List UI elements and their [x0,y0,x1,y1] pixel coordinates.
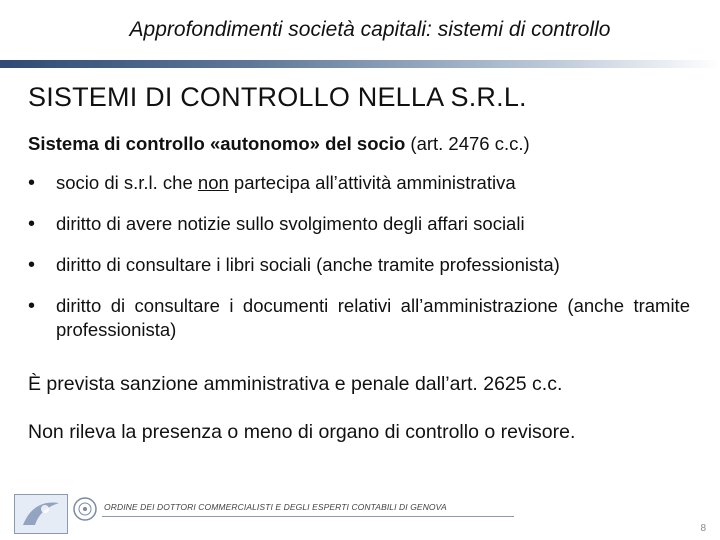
footer [14,494,514,534]
bullet1-post: partecipa all’attività amministrativa [228,172,516,193]
bullet-item: • diritto di consultare i libri sociali (anche tramite professionista) [28,253,690,277]
slide-header-title: Approfondimenti società capitali: sistemi di controllo [129,18,611,41]
slide-heading: SISTEMI DI CONTROLLO NELLA S.R.L. [28,82,527,112]
bullet-item: • diritto di consultare i documenti relativi all’amministrazione (anche tramite professionista) [28,294,690,342]
page-number: 8 [700,523,706,534]
paragraph-control-body: Non rileva la presenza o meno di organo di controllo o revisore. [28,421,576,443]
subheading-rest: (art. 2476 c.c.) [405,133,530,154]
bullet1-underlined: non [197,172,229,193]
paragraph-sanction: È prevista sanzione amministrativa e penale dall’art. 2625 c.c. [28,373,563,395]
bullet1-pre: socio di s.r.l. che [56,172,198,193]
org-logo [14,494,68,534]
header-divider [0,60,720,68]
seal-icon [72,496,98,522]
subheading-bold: Sistema di controllo «autonomo» del socio [28,133,406,154]
logo-figure-icon [15,495,67,533]
footer-divider [102,516,514,517]
bullet-item [28,171,690,195]
slide-subheading [28,133,530,155]
org-name: ORDINE DEI DOTTORI COMMERCIALISTI E DEGLI ESPERTI CONTABILI DI GENOVA [104,502,447,512]
bullet-item: • diritto di avere notizie sullo svolgimento degli affari sociali [28,212,690,236]
bullet-list [28,171,690,359]
